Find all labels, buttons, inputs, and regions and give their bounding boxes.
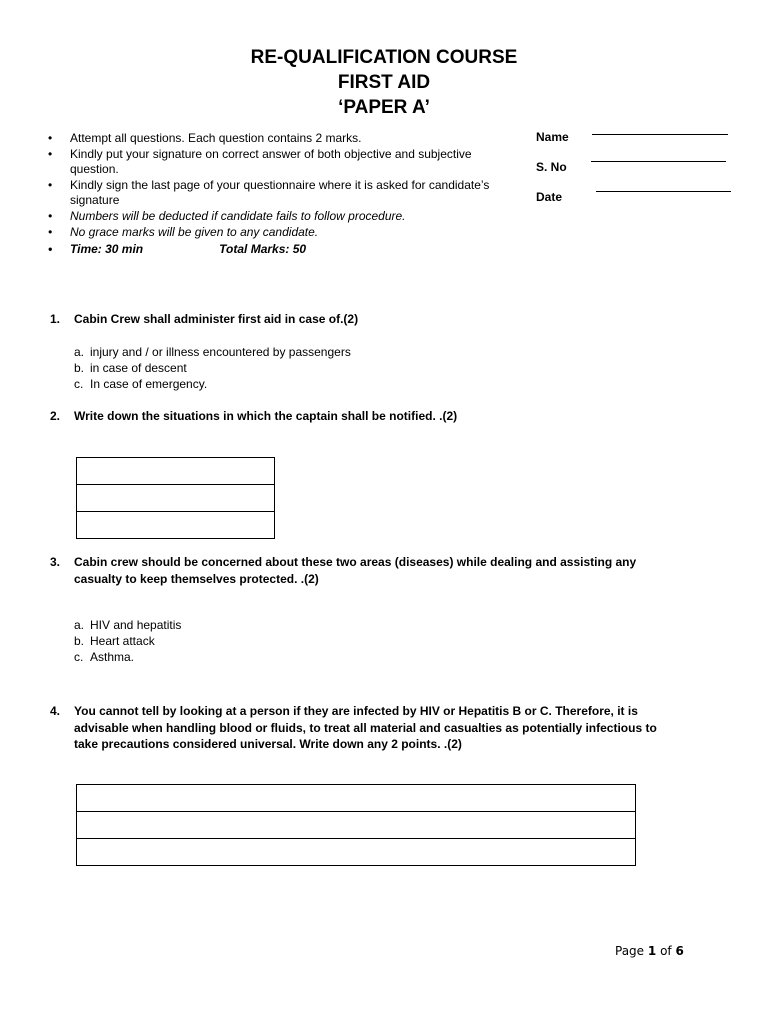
answer-row[interactable] [77, 785, 635, 812]
name-field[interactable] [592, 134, 728, 135]
name-label: Name [536, 130, 569, 144]
answer-row[interactable] [77, 458, 274, 485]
serial-number-label: S. No [536, 160, 567, 174]
question-3-options [74, 617, 181, 665]
answer-row[interactable] [77, 512, 274, 539]
answer-row[interactable] [77, 839, 635, 866]
option-item[interactable]: c. In case of emergency. [74, 377, 208, 391]
answer-box-q4 [76, 784, 636, 866]
question-number: 3. [50, 555, 61, 569]
question-number: 2. [50, 409, 61, 423]
question-number: 1. [50, 312, 61, 326]
answer-row[interactable] [77, 812, 635, 839]
total-marks: Total Marks: 50 [219, 241, 307, 256]
option-item[interactable]: b. in case of descent [74, 361, 187, 375]
question-2 [50, 408, 690, 425]
question-1 [50, 311, 690, 328]
option-item[interactable]: a. HIV and hepatitis [74, 618, 182, 632]
question-text: Write down the situations in which the captain shall be notified. .(2) [74, 409, 458, 423]
question-4 [50, 703, 678, 753]
time-marks-item [46, 242, 516, 256]
option-item[interactable]: c. Asthma. [74, 650, 135, 664]
instruction-item: • No grace marks will be given to any candidate. [46, 225, 516, 239]
serial-number-field[interactable] [591, 161, 726, 162]
date-label: Date [536, 190, 563, 204]
instruction-item: • Numbers will be deducted if candidate fails to follow procedure. [46, 209, 516, 223]
instructions-list [46, 131, 516, 258]
time-limit: Time: 30 min [70, 241, 144, 256]
date-field[interactable] [596, 191, 731, 192]
question-text: You cannot tell by looking at a person if they are infected by HIV or Hepatitis B or C. Therefore, it is advisable when handling blood or fluids, to treat all material and casualties as potentially infectious to take precautions considered universal. Write down any 2 points. .(2) [74, 704, 657, 751]
answer-row[interactable] [77, 485, 274, 512]
instruction-item: • Attempt all questions. Each question contains 2 marks. [46, 131, 516, 145]
question-1-options [74, 344, 351, 392]
question-3 [50, 554, 670, 587]
page-number: Page 1 of 6 [615, 944, 684, 958]
document-subtitle: FIRST AID [337, 72, 431, 93]
instruction-item: • Kindly put your signature on correct answer of both objective and subjective question. [46, 147, 516, 176]
paper-label: ‘PAPER A’ [338, 97, 430, 118]
option-item[interactable]: b. Heart attack [74, 634, 155, 648]
question-text: Cabin crew should be concerned about these two areas (diseases) while dealing and assisting any casualty to keep themselves protected. .(2) [74, 555, 637, 586]
question-text: Cabin Crew shall administer first aid in case of.(2) [74, 312, 359, 326]
instruction-item: • Kindly sign the last page of your questionnaire where it is asked for candidate’s signature [46, 178, 516, 207]
document-title: RE-QUALIFICATION COURSE [250, 47, 518, 68]
answer-box-q2 [76, 457, 275, 539]
option-item[interactable]: a. injury and / or illness encountered by passengers [74, 345, 351, 359]
question-number: 4. [50, 704, 61, 718]
